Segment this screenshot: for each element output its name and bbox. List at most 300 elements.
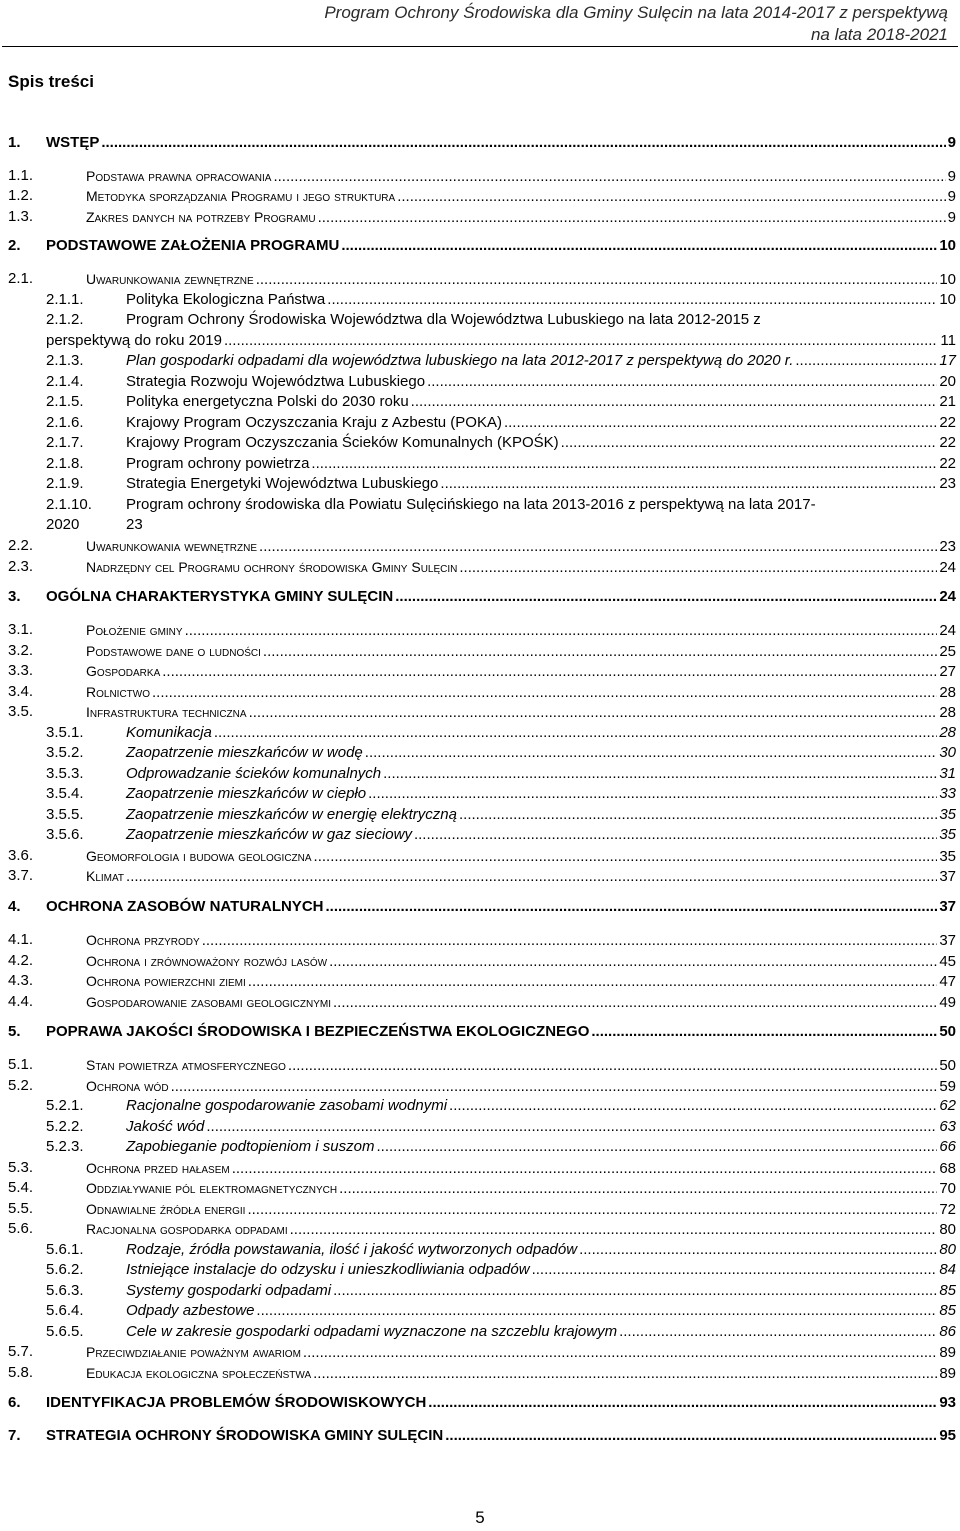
toc-entry[interactable] <box>0 620 960 640</box>
toc-entry-page: 84 <box>939 1261 956 1278</box>
toc-entry-title-container <box>46 331 956 351</box>
toc-entry-page: 10 <box>939 291 956 308</box>
toc-entry-title-container <box>46 587 956 607</box>
toc-entry-title-container <box>126 1260 956 1280</box>
toc-entry-title: Plan gospodarki odpadami dla województwa lubuskiego na lata 2012-2017 z perspektywą do 2020 r. <box>126 352 794 369</box>
toc-entry-number: 5.6.2. <box>46 1261 84 1278</box>
toc-entry-title-container <box>86 1199 956 1220</box>
toc-entry-title-container <box>126 1117 956 1137</box>
toc-entry-title-container <box>126 1301 956 1321</box>
toc-entry-title: PODSTAWOWE ZAŁOŻENIA PROGRAMU <box>46 237 340 254</box>
toc-entry-number: 3.5. <box>8 703 34 720</box>
toc-entry[interactable] <box>0 1178 960 1198</box>
toc-entry-page: 85 <box>939 1282 956 1299</box>
toc-entry-page: 59 <box>939 1078 956 1095</box>
toc-entry-title: Rodzaje, źródła powstawania, ilość i jakość wytworzonych odpadów <box>126 1241 578 1258</box>
toc-title: Spis treści <box>8 72 94 91</box>
toc-entry-page: 27 <box>939 663 956 680</box>
dot-leader <box>314 847 938 867</box>
toc-entry[interactable] <box>0 866 960 886</box>
toc-entry-title-container <box>126 805 956 825</box>
toc-entry-number: 4.2. <box>8 952 34 969</box>
dot-leader <box>411 392 938 412</box>
toc-entry-number: 3.5.5. <box>46 806 84 823</box>
toc-entry-title-container <box>86 1055 956 1076</box>
toc-entry-title: Ochrona powierzchni ziemi <box>86 973 246 989</box>
toc-entry-number: 5.5. <box>8 1200 34 1217</box>
toc-entry-title: Strategia Rozwoju Województwa Lubuskiego <box>126 373 426 390</box>
toc-entry-title-container <box>86 930 956 951</box>
dot-leader <box>368 784 937 804</box>
toc-entry-number: 2.3. <box>8 558 34 575</box>
toc-entry-title: Zakres danych na potrzeby Programu <box>86 209 316 225</box>
toc-entry[interactable] <box>0 702 960 722</box>
toc-entry-number: 5.6.1. <box>46 1241 84 1258</box>
toc-entry[interactable] <box>0 1199 960 1219</box>
toc-entry-number: 5.2. <box>8 1077 34 1094</box>
toc-entry[interactable] <box>0 805 960 825</box>
toc-entry[interactable] <box>0 587 960 607</box>
toc-entry-title: Zaopatrzenie mieszkańców w gaz sieciowy <box>126 826 412 843</box>
toc-entry-page: 30 <box>939 744 956 761</box>
toc-entry[interactable] <box>0 1022 960 1042</box>
toc-entry-title-container <box>86 702 956 723</box>
header-line-1: Program Ochrony Środowiska dla Gminy Sulęcin na lata 2014-2017 z perspektywą <box>324 3 948 22</box>
toc-entry[interactable] <box>0 641 960 661</box>
toc-entry-title-container <box>46 1393 956 1413</box>
toc-entry-page: 68 <box>939 1160 956 1177</box>
toc-entry-number: 5.6.4. <box>46 1302 84 1319</box>
toc-entry-page: 80 <box>939 1221 956 1238</box>
toc-entry[interactable] <box>0 1260 960 1280</box>
toc-entry[interactable] <box>0 166 960 186</box>
dot-leader <box>303 1343 937 1363</box>
toc-entry-title-container <box>126 1322 956 1342</box>
toc-entry-number: 4.4. <box>8 993 34 1010</box>
toc-entry-page: 24 <box>939 559 956 576</box>
dot-leader <box>414 825 937 845</box>
toc-entry-page: 17 <box>939 352 956 369</box>
toc-entry-number: 2.1.10. <box>46 496 92 513</box>
toc-entry-title-container <box>86 620 956 641</box>
toc-entry-number: 2. <box>8 237 21 254</box>
toc-entry-number: 6. <box>8 1394 21 1411</box>
toc-entry-title-container <box>86 682 956 703</box>
toc-entry-number: 5.8. <box>8 1364 34 1381</box>
toc-entry-number: 2020 <box>46 516 80 533</box>
toc-entry-page: 50 <box>939 1023 956 1040</box>
toc-entry-number: 2.1.4. <box>46 373 84 390</box>
toc-entry-page: 49 <box>939 994 956 1011</box>
toc-entry-title: Podstawowe dane o ludności <box>86 643 261 659</box>
toc-entry-number: 5.2.2. <box>46 1118 84 1135</box>
toc-entry[interactable] <box>0 764 960 784</box>
toc-entry[interactable] <box>0 474 960 494</box>
toc-entry-title: Uwarunkowania zewnętrzne <box>86 271 254 287</box>
toc-entry[interactable] <box>0 495 960 515</box>
toc-entry[interactable] <box>0 1426 960 1446</box>
dot-leader <box>256 270 938 290</box>
toc-entry-page: 9 <box>947 134 956 151</box>
toc-entry-title-container <box>86 992 956 1013</box>
dot-leader <box>247 1200 937 1220</box>
toc-entry-title-container <box>86 1178 956 1199</box>
toc-entry-number: 1.1. <box>8 167 34 184</box>
toc-entry-title-container <box>86 661 956 682</box>
toc-entry-title: Ochrona wód <box>86 1078 169 1094</box>
toc-entry-page: 28 <box>939 684 956 701</box>
toc-entry-title-container <box>86 166 956 187</box>
dot-leader <box>445 1426 937 1446</box>
toc-entry-title-container <box>126 433 956 453</box>
toc-entry[interactable] <box>0 351 960 371</box>
dot-leader <box>273 167 945 187</box>
toc-entry-title: Systemy gospodarki odpadami <box>126 1282 332 1299</box>
toc-entry-title-container <box>126 310 956 330</box>
dot-leader <box>397 187 945 207</box>
toc-entry-title: Ochrona przed hałasem <box>86 1160 230 1176</box>
toc-entry-title-container <box>46 897 956 917</box>
toc-entry-title: Geomorfologia i budowa geologiczna <box>86 848 312 864</box>
toc-entry-page: 20 <box>939 373 956 390</box>
toc-entry-title: Krajowy Program Oczyszczania Ścieków Komunalnych (KPOŚK) <box>126 434 559 451</box>
dot-leader <box>365 743 938 763</box>
dot-leader <box>377 1137 938 1157</box>
toc-entry[interactable] <box>0 1096 960 1116</box>
toc-entry-page: 33 <box>939 785 956 802</box>
toc-entry[interactable] <box>0 1363 960 1383</box>
toc-entry-number: 5.4. <box>8 1179 34 1196</box>
toc-entry-title-container <box>86 1219 956 1240</box>
toc-entry-page: 37 <box>939 898 956 915</box>
toc-entry-title-container <box>86 557 956 578</box>
toc-entry[interactable] <box>0 290 960 310</box>
toc-entry-title-container <box>126 1281 956 1301</box>
toc-entry-title-container <box>126 764 956 784</box>
toc-entry-title: POPRAWA JAKOŚCI ŚRODOWISKA I BEZPIECZEŃSTWA EKOLOGICZNEGO <box>46 1023 590 1040</box>
toc-entry-title: Zaopatrzenie mieszkańców w wodę <box>126 744 363 761</box>
toc-entry-title-container <box>126 784 956 804</box>
toc-entry-page: 86 <box>939 1323 956 1340</box>
toc-entry-title: Infrastruktura techniczna <box>86 704 247 720</box>
toc-entry[interactable] <box>0 784 960 804</box>
toc-entry[interactable] <box>0 310 960 330</box>
toc-entry-title-container <box>126 1096 956 1116</box>
dot-leader <box>579 1240 937 1260</box>
toc-entry-number: 7. <box>8 1427 21 1444</box>
toc-entry-number: 5.3. <box>8 1159 34 1176</box>
dot-leader <box>795 351 937 371</box>
toc-entry-title: Zaopatrzenie mieszkańców w energię elektryczną <box>126 806 457 823</box>
header-line-2: na lata 2018-2021 <box>810 25 948 44</box>
dot-leader <box>327 290 937 310</box>
toc-entry[interactable] <box>0 133 960 153</box>
dot-leader <box>206 1117 937 1137</box>
toc-entry-page: 11 <box>940 332 956 349</box>
dot-leader <box>311 454 937 474</box>
toc-entry[interactable] <box>0 269 960 289</box>
toc-entry-number: 1.2. <box>8 187 34 204</box>
toc-entry-title-container <box>126 1240 956 1260</box>
toc-entry[interactable] <box>0 1393 960 1413</box>
toc-entry-title-container <box>86 846 956 867</box>
toc-entry-number: 3.2. <box>8 642 34 659</box>
toc-entry-title-container <box>126 743 956 763</box>
toc-entry-title-container <box>126 1137 956 1157</box>
toc-entry[interactable] <box>0 1055 960 1075</box>
toc-entry-title: Racjonalna gospodarka odpadami <box>86 1221 288 1237</box>
toc-entry[interactable] <box>0 236 960 256</box>
dot-leader <box>333 1281 937 1301</box>
toc-entry-title-container <box>126 825 956 845</box>
dot-leader <box>339 1179 937 1199</box>
toc-entry-number: 2.1.5. <box>46 393 84 410</box>
dot-leader <box>329 952 937 972</box>
toc-entry-title-container <box>126 290 956 310</box>
toc-entry-title-container <box>126 495 956 515</box>
toc-entry-title: Odnawialne źródła energii <box>86 1201 246 1217</box>
toc-entry-page: 23 <box>939 475 956 492</box>
toc-entry[interactable] <box>0 846 960 866</box>
dot-leader <box>126 867 937 887</box>
toc-entry[interactable] <box>0 1281 960 1301</box>
toc-entry-title: OCHRONA ZASOBÓW NATURALNYCH <box>46 898 324 915</box>
toc-entry-title: Położenie gminy <box>86 622 183 638</box>
toc-entry[interactable] <box>0 1301 960 1321</box>
toc-entry-title: Odprowadzanie ścieków komunalnych <box>126 765 382 782</box>
toc-entry-title: STRATEGIA OCHRONY ŚRODOWISKA GMINY SULĘCIN <box>46 1427 444 1444</box>
toc-entry-title: Ochrona przyrody <box>86 932 200 948</box>
toc-entry-page: 21 <box>939 393 956 410</box>
toc-entry-number: 2.1. <box>8 270 34 287</box>
dot-leader <box>333 993 937 1013</box>
toc-entry[interactable] <box>0 186 960 206</box>
dot-leader <box>619 1322 937 1342</box>
toc-entry-title: Podstawa prawna opracowania <box>86 168 272 184</box>
toc-entry[interactable] <box>0 971 960 991</box>
toc-entry-page: 85 <box>939 1302 956 1319</box>
toc-entry-title-container <box>86 269 956 290</box>
toc-entry-title: OGÓLNA CHARAKTERYSTYKA GMINY SULĘCIN <box>46 588 394 605</box>
toc-entry-page: 72 <box>939 1201 956 1218</box>
toc-entry-title: Program Ochrony Środowiska Województwa dla Województwa Lubuskiego na lata 2012-2015 z <box>126 311 761 328</box>
toc-entry-title-container <box>126 454 956 474</box>
toc-entry-page: 35 <box>939 806 956 823</box>
toc-entry-title-container <box>86 186 956 207</box>
page-number: 5 <box>475 1508 485 1527</box>
toc-entry-title-container <box>86 1342 956 1363</box>
toc-entry-page: 45 <box>939 953 956 970</box>
toc-entry-page: 93 <box>939 1394 956 1411</box>
toc-entry-title: Polityka Ekologiczna Państwa <box>126 291 326 308</box>
toc-entry-number: 3.5.6. <box>46 826 84 843</box>
toc-entry-title: Metodyka sporządzania Programu i jego struktura <box>86 188 396 204</box>
toc-entry-page: 66 <box>939 1138 956 1155</box>
toc-entry-title: Racjonalne gospodarowanie zasobami wodnymi <box>126 1097 448 1114</box>
toc-entry[interactable] <box>0 331 960 351</box>
toc-entry-number: 2.1.3. <box>46 352 84 369</box>
toc-entry-title: Uwarunkowania wewnętrzne <box>86 538 258 554</box>
dot-leader <box>449 1096 937 1116</box>
toc-entry-title: Strategia Energetyki Województwa Lubuskiego <box>126 475 439 492</box>
toc-entry-page: 28 <box>939 724 956 741</box>
toc-entry-title-container <box>86 1363 956 1384</box>
toc-entry-number: 5.1. <box>8 1056 34 1073</box>
dot-leader <box>591 1022 937 1042</box>
dot-leader <box>440 474 937 494</box>
toc-entry-page: 95 <box>939 1427 956 1444</box>
toc-entry-page: 9 <box>947 168 956 185</box>
toc-entry[interactable] <box>0 951 960 971</box>
toc-entry-page: 24 <box>939 622 956 639</box>
toc-entry-number: 3.1. <box>8 621 34 638</box>
dot-leader <box>249 703 938 723</box>
toc-entry[interactable] <box>0 372 960 392</box>
toc-entry-title: Przeciwdziałanie poważnym awariom <box>86 1344 301 1360</box>
dot-leader <box>504 413 937 433</box>
toc-entry-page: 9 <box>947 188 956 205</box>
toc-entry[interactable] <box>0 1137 960 1157</box>
toc-entry-title-container <box>126 474 956 494</box>
dot-leader <box>101 133 945 153</box>
toc-entry-page: 37 <box>939 868 956 885</box>
dot-leader <box>325 897 937 917</box>
toc-entry-page: 22 <box>939 414 956 431</box>
toc-entry-number: 1. <box>8 134 21 151</box>
toc-entry[interactable] <box>0 682 960 702</box>
toc-entry-number: 5.6.5. <box>46 1323 84 1340</box>
toc-entry-title: perspektywą do roku 2019 <box>46 332 222 349</box>
toc-entry-title-container <box>126 372 956 392</box>
toc-entry-number: 3.5.3. <box>46 765 84 782</box>
toc-entry-title-container <box>86 536 956 557</box>
toc-entry-page: 23 <box>939 538 956 555</box>
toc-entry-page: 35 <box>939 848 956 865</box>
toc-entry-title-container <box>126 392 956 412</box>
dot-leader <box>232 1159 938 1179</box>
dot-leader <box>313 1364 937 1384</box>
toc-entry[interactable] <box>0 392 960 412</box>
toc-entry-number: 4.3. <box>8 972 34 989</box>
dot-leader <box>318 208 946 228</box>
toc-entry[interactable] <box>0 1342 960 1362</box>
dot-leader <box>162 662 937 682</box>
toc-entry-title-container <box>86 971 956 992</box>
toc-entry-title: Program ochrony powietrza <box>126 455 310 472</box>
toc-entry-title-container <box>46 133 956 153</box>
toc-entry-number: 3.5.1. <box>46 724 84 741</box>
toc-entry-title: Program ochrony środowiska dla Powiatu Sulęcińskiego na lata 2013-2016 z perspektywą na lata 2017- <box>126 496 816 513</box>
toc-entry[interactable] <box>0 207 960 227</box>
toc-entry-page: 9 <box>947 209 956 226</box>
toc-entry-number: 5.6. <box>8 1220 34 1237</box>
toc-entry-title: Odpady azbestowe <box>126 1302 255 1319</box>
toc-entry-title: Gospodarowanie zasobami geologicznymi <box>86 994 331 1010</box>
toc-entry-title: Polityka energetyczna Polski do 2030 roku <box>126 393 409 410</box>
dot-leader <box>288 1056 937 1076</box>
toc-entry-title-container <box>46 236 956 256</box>
dot-leader <box>224 331 938 351</box>
toc-entry-title-container <box>86 951 956 972</box>
toc-entry[interactable] <box>0 515 960 535</box>
toc-entry-number: 5.6.3. <box>46 1282 84 1299</box>
toc-entry-page: 50 <box>939 1057 956 1074</box>
toc-entry[interactable] <box>0 992 960 1012</box>
toc-entry[interactable] <box>0 930 960 950</box>
toc-entry-number: 5. <box>8 1023 21 1040</box>
dot-leader <box>459 805 937 825</box>
toc-entry[interactable] <box>0 1219 960 1239</box>
toc-entry-title-container <box>126 723 956 743</box>
toc-entry-title: IDENTYFIKACJA PROBLEMÓW ŚRODOWISKOWYCH <box>46 1394 427 1411</box>
dot-leader <box>185 621 938 641</box>
toc-entry-title: Komunikacja <box>126 724 212 741</box>
toc-entry[interactable] <box>0 1322 960 1342</box>
toc-entry[interactable] <box>0 897 960 917</box>
toc-entry-number: 5.2.3. <box>46 1138 84 1155</box>
toc-entry[interactable] <box>0 723 960 743</box>
toc-entry-title: Istniejące instalacje do odzysku i unieszkodliwiania odpadów <box>126 1261 530 1278</box>
toc-entry-title: Jakość wód <box>126 1118 205 1135</box>
toc-entry[interactable] <box>0 743 960 763</box>
dot-leader <box>256 1301 937 1321</box>
toc-entry-number: 2.1.2. <box>46 311 84 328</box>
toc-entry[interactable] <box>0 413 960 433</box>
toc-entry[interactable] <box>0 536 960 556</box>
toc-entry-page: 22 <box>939 455 956 472</box>
toc-entry-title: Gospodarka <box>86 663 161 679</box>
dot-leader <box>214 723 937 743</box>
toc-entry[interactable] <box>0 661 960 681</box>
toc-entry-number: 3.5.4. <box>46 785 84 802</box>
toc-entry-title: Ochrona i zrównoważony rozwój lasów <box>86 953 328 969</box>
toc-entry-title: Zaopatrzenie mieszkańców w ciepło <box>126 785 367 802</box>
toc-entry-number: 2.1.1. <box>46 291 84 308</box>
toc-entry-title-container <box>46 1426 956 1446</box>
toc-entry[interactable] <box>0 1240 960 1260</box>
toc-entry-title: Rolnictwo <box>86 684 150 700</box>
toc-entry[interactable] <box>0 557 960 577</box>
toc-entry-title-container <box>46 1022 956 1042</box>
toc-entry[interactable] <box>0 1076 960 1096</box>
toc-entry-title-container <box>86 641 956 662</box>
toc-entry-page: 89 <box>939 1344 956 1361</box>
toc-entry-title-container <box>86 1076 956 1097</box>
toc-entry[interactable] <box>0 433 960 453</box>
toc-entry-title: Klimat <box>86 868 125 884</box>
toc-entry-page: 31 <box>939 765 956 782</box>
toc-entry-number: 2.1.9. <box>46 475 84 492</box>
toc-entry-page: 70 <box>939 1180 956 1197</box>
toc-entry[interactable] <box>0 454 960 474</box>
toc-entry-number: 5.2.1. <box>46 1097 84 1114</box>
toc-entry[interactable] <box>0 825 960 845</box>
toc-entry-page: 63 <box>939 1118 956 1135</box>
toc-entry[interactable] <box>0 1158 960 1178</box>
toc-entry[interactable] <box>0 1117 960 1137</box>
toc-entry-number: 4. <box>8 898 21 915</box>
toc-entry-title: Cele w zakresie gospodarki odpadami wyznaczone na szczeblu krajowym <box>126 1323 618 1340</box>
dot-leader <box>561 433 938 453</box>
dot-leader <box>395 587 937 607</box>
toc-entry-page: 35 <box>939 826 956 843</box>
toc-entry-number: 5.7. <box>8 1343 34 1360</box>
toc-entry-number: 3.3. <box>8 662 34 679</box>
dot-leader <box>427 372 937 392</box>
toc-entry-title: Nadrzędny cel Programu ochrony środowiska Gminy Sulęcin <box>86 559 458 575</box>
toc-entry-page: 89 <box>939 1365 956 1382</box>
toc-entry-number: 3.7. <box>8 867 34 884</box>
